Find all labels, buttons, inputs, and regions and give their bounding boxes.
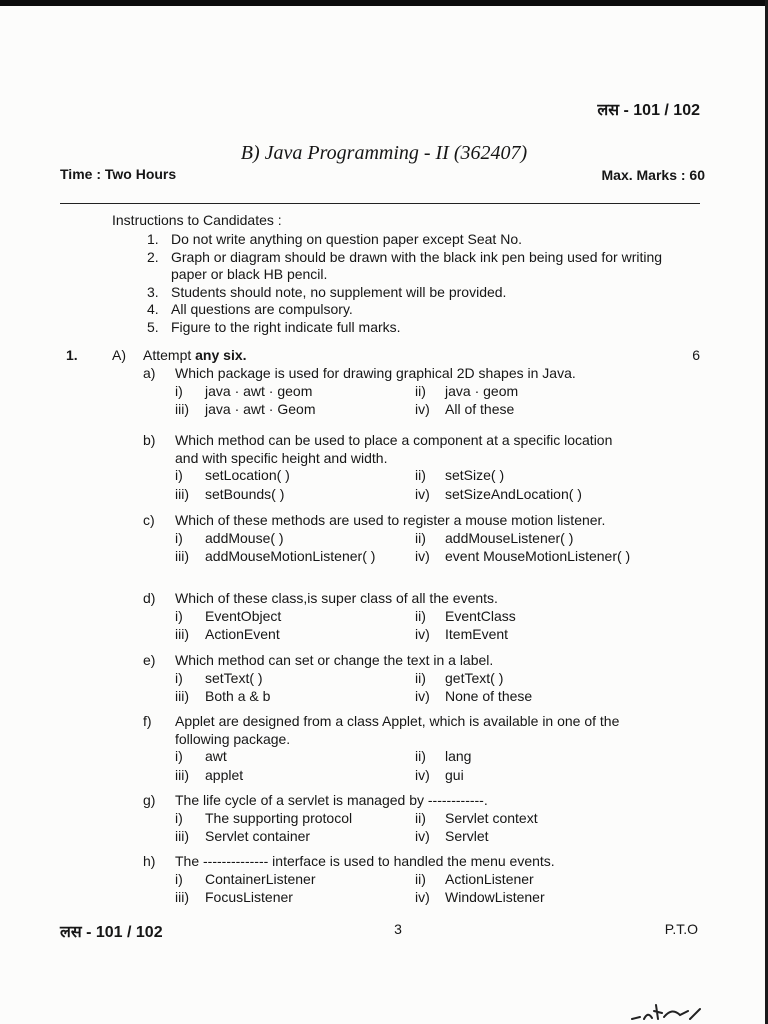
mcq-item-e — [143, 652, 675, 707]
option-text: addMouseMotionListener( ) — [205, 548, 376, 564]
option-row — [175, 828, 675, 847]
page-number: 3 — [394, 921, 402, 937]
mcq-question: Which method can be used to place a component at a specific location and with specific height and width. — [175, 432, 613, 466]
option-row — [175, 383, 675, 402]
option-label: iv) — [415, 401, 430, 417]
instructions-heading: Instructions to Candidates : — [112, 212, 282, 228]
mcq-item-b — [143, 432, 635, 504]
mcq-label: e) — [143, 652, 156, 668]
paper-code: लस - 101 / 102 — [597, 102, 700, 119]
instruction-text: Figure to the right indicate full marks. — [171, 318, 401, 335]
option-text: setBounds( ) — [205, 485, 285, 502]
option-row — [175, 608, 675, 627]
option-text: ItemEvent — [445, 626, 509, 642]
mcq-question: The life cycle of a servlet is managed by ------------. — [175, 792, 488, 808]
instruction-number: 4. — [147, 301, 159, 317]
option-row — [175, 530, 615, 549]
max-marks: Max. Marks : 60 — [601, 167, 705, 183]
option-label: ii) — [415, 748, 426, 764]
mcq-question: Which package is used for drawing graphical 2D shapes in Java. — [175, 365, 576, 381]
option-row — [175, 486, 635, 505]
mcq-item-f — [143, 713, 665, 785]
mcq-label: h) — [143, 853, 156, 869]
paper-title: B) Java Programming - II (362407) — [240, 142, 528, 164]
option-label: iv) — [415, 548, 430, 564]
option-text: java · awt · Geom — [205, 401, 316, 417]
instruction-number: 2. — [147, 248, 159, 265]
option-text: EventClass — [445, 607, 516, 624]
mcq-question: Which of these methods are used to register a mouse motion listener. — [175, 512, 606, 528]
option-label: i) — [175, 809, 183, 826]
option-row — [175, 467, 635, 486]
option-text: applet — [205, 766, 244, 783]
mcq-item-h — [143, 853, 675, 908]
option-row — [175, 810, 675, 829]
option-row — [175, 767, 665, 786]
option-label: ii) — [415, 382, 426, 399]
option-text: Servlet context — [445, 809, 538, 826]
instruction-number: 1. — [147, 231, 159, 247]
instruction-text: Do not write anything on question paper except Seat No. — [171, 231, 522, 247]
option-text: addMouse( ) — [205, 529, 284, 546]
instruction-text: Graph or diagram should be drawn with the black ink pen being used for writing paper or black HB pencil. — [171, 248, 663, 282]
mcq-item-d — [143, 590, 675, 645]
mcq-item-a — [143, 365, 675, 420]
option-text: setSizeAndLocation( ) — [445, 485, 582, 502]
option-label: iv) — [415, 766, 430, 783]
please-turn-over: P.T.O — [664, 921, 698, 937]
option-label: i) — [175, 870, 183, 887]
instruction-item — [147, 301, 671, 319]
option-text: EventObject — [205, 607, 282, 624]
ink-mark-icon — [628, 997, 708, 1023]
instruction-text: All questions are compulsory. — [171, 301, 353, 317]
mcq-item-g — [143, 792, 675, 847]
option-text: Servlet — [445, 828, 489, 844]
option-text: Both a & b — [205, 688, 271, 704]
option-label: iii) — [175, 828, 189, 844]
option-label: i) — [175, 607, 183, 624]
option-text: getText( ) — [445, 669, 504, 686]
header-divider — [60, 203, 700, 204]
option-text: All of these — [445, 401, 515, 417]
option-row — [175, 670, 675, 689]
option-row — [175, 889, 675, 908]
question-part: A) — [112, 347, 126, 363]
option-label: iii) — [175, 626, 189, 642]
question-number: 1. — [66, 347, 78, 363]
option-text: setSize( ) — [445, 467, 505, 483]
instruction-number: 3. — [147, 283, 159, 300]
option-label: ii) — [415, 607, 426, 624]
option-label: iv) — [415, 828, 430, 844]
option-row — [175, 548, 631, 567]
option-text: Servlet container — [205, 828, 311, 844]
option-row — [175, 748, 665, 767]
question-marks: 6 — [692, 347, 700, 363]
footer-paper-code: लस - 101 / 102 — [60, 924, 163, 941]
mcq-label: b) — [143, 432, 156, 448]
instruction-number: 5. — [147, 318, 159, 335]
option-text: lang — [445, 748, 472, 764]
mcq-label: f) — [143, 713, 152, 729]
instruction-item — [147, 319, 671, 337]
option-text: gui — [445, 766, 464, 783]
option-text: ActionEvent — [205, 626, 280, 642]
option-label: ii) — [415, 870, 426, 887]
mcq-question: Applet are designed from a class Applet, which is available in one of the following package. — [175, 713, 620, 747]
option-text: FocusListener — [205, 889, 293, 905]
option-text: WindowListener — [445, 889, 545, 905]
option-row — [175, 688, 675, 707]
question-instruction — [143, 347, 247, 363]
question-instruction-bold: any six. — [195, 347, 247, 363]
option-text: The supporting protocol — [205, 809, 353, 826]
option-label: iv) — [415, 889, 430, 905]
option-label: iii) — [175, 688, 189, 704]
option-text: addMouseListener( ) — [445, 529, 574, 546]
mcq-question: Which method can set or change the text in a label. — [175, 652, 494, 668]
option-row — [175, 871, 675, 890]
option-text: None of these — [445, 688, 533, 704]
option-label: ii) — [415, 809, 426, 826]
instruction-item — [147, 231, 671, 249]
mcq-question: Which of these class,is super class of all the events. — [175, 590, 498, 606]
option-label: iii) — [175, 766, 189, 783]
option-label: i) — [175, 382, 183, 399]
option-label: ii) — [415, 467, 426, 483]
mcq-label: a) — [143, 365, 156, 381]
option-text: ActionListener — [445, 870, 534, 887]
instruction-item — [147, 249, 671, 284]
instruction-item — [147, 284, 671, 302]
option-label: iv) — [415, 485, 430, 502]
option-label: iii) — [175, 401, 189, 417]
option-row — [175, 626, 675, 645]
option-row — [175, 401, 675, 420]
mcq-item-c — [143, 512, 631, 567]
option-label: iii) — [175, 889, 189, 905]
option-text: event MouseMotionListener( ) — [445, 548, 631, 564]
option-label: iv) — [415, 688, 430, 704]
option-label: i) — [175, 529, 183, 546]
option-label: ii) — [415, 669, 426, 686]
option-label: iii) — [175, 548, 189, 564]
mcq-label: d) — [143, 590, 156, 606]
mcq-question: The -------------- interface is used to handled the menu events. — [175, 853, 555, 869]
option-text: setText( ) — [205, 669, 263, 686]
option-label: iii) — [175, 485, 189, 502]
option-label: i) — [175, 467, 183, 483]
option-text: ContainerListener — [205, 870, 316, 887]
option-label: i) — [175, 669, 183, 686]
option-text: setLocation( ) — [205, 467, 290, 483]
option-text: awt — [205, 748, 227, 764]
option-label: i) — [175, 748, 183, 764]
question-instruction-prefix: Attempt — [143, 347, 196, 363]
time-allowed: Time : Two Hours — [60, 166, 177, 182]
option-label: ii) — [415, 529, 426, 546]
instructions-list — [147, 231, 671, 336]
option-label: iv) — [415, 626, 430, 642]
option-text: java · awt · geom — [205, 382, 313, 399]
mcq-label: g) — [143, 792, 156, 808]
scan-border-top — [0, 0, 768, 6]
instruction-text: Students should note, no supplement will be provided. — [171, 283, 507, 300]
option-text: java · geom — [445, 382, 519, 399]
mcq-label: c) — [143, 512, 155, 528]
